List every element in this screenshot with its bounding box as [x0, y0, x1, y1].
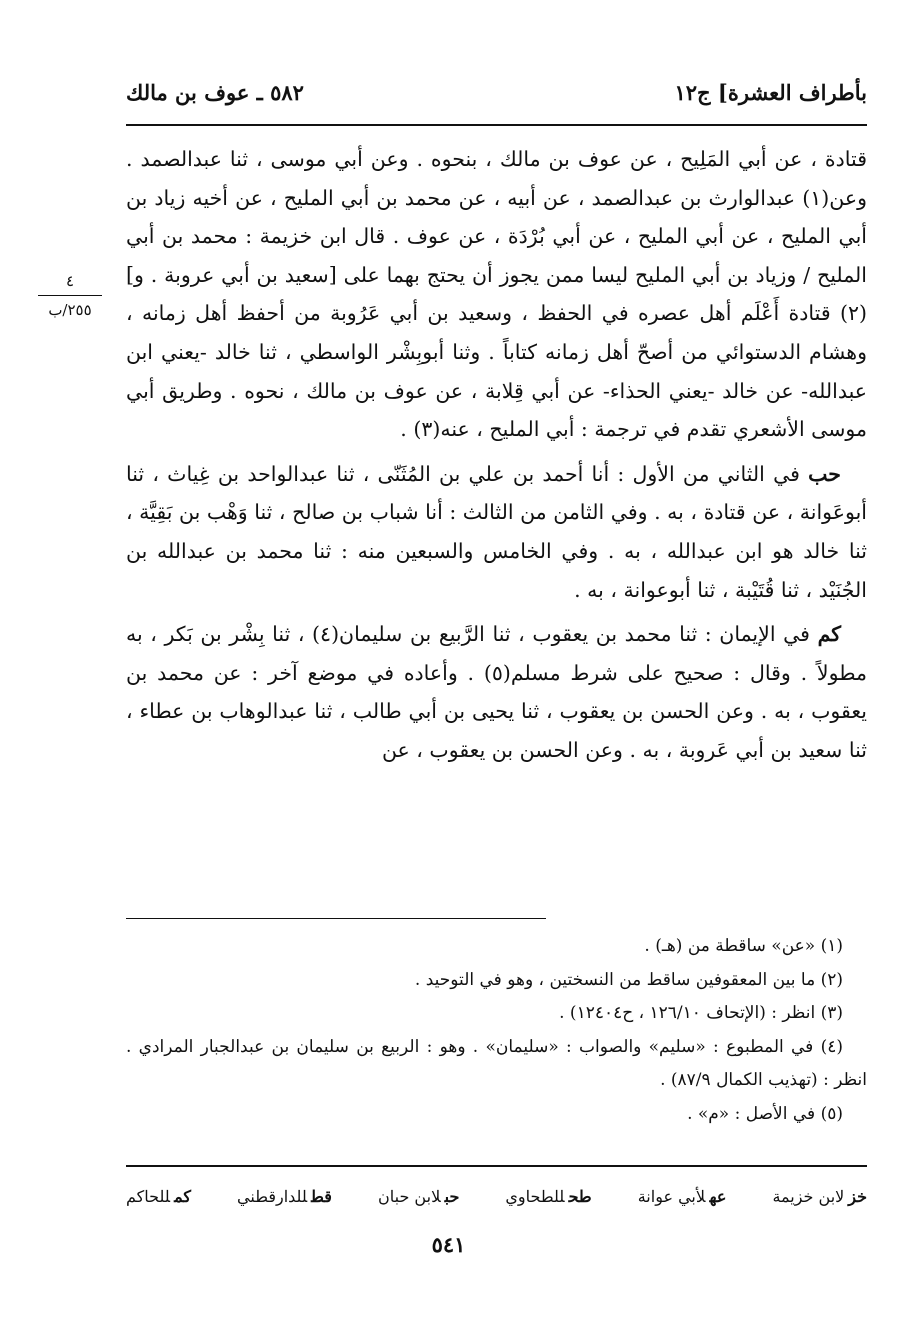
- main-text: [126, 140, 867, 770]
- footnote-3: (٣) انظر : (الإتحاف ١٢٦/١٠ ، ح١٢٤٠٤) .: [559, 1003, 843, 1023]
- paragraph-3: [126, 615, 867, 769]
- footnote-rule: [126, 918, 546, 919]
- margin-note: [26, 270, 114, 321]
- margin-note-number: ٤: [65, 272, 75, 290]
- sigla-key: [126, 1176, 867, 1216]
- key-item: عهلأبي عوانة: [637, 1186, 727, 1206]
- siglum-hb: حب: [808, 461, 841, 486]
- paragraph-3-text: في الإيمان : ثنا محمد بن يعقوب ، ثنا الرَّبيع بن سليمان(٤) ، ثنا بِشْر بن بَكر ، به مطولاً . وقال : صحيح على شرط مسلم(٥) . وأعاده في موضع آخر : عن محمد بن يعقوب ، به . وعن الحسن بن يعقوب ، ثنا يحيى بن أبي طالب ، ثنا عبدالوهاب بن عطاء ، ثنا سعيد بن أبي عَروبة ، به . وعن الحسن بن يعقوب ، عن: [126, 622, 867, 762]
- siglum-km: كم: [817, 622, 841, 647]
- margin-note-folio: ٢٥٥/ب: [48, 301, 92, 319]
- paragraph-2-text: في الثاني من الأول : أنا أحمد بن علي بن المُثَنّى ، ثنا عبدالواحد بن غِياث ، ثنا أبوعَوانة ، عن قتادة ، به . وفي الثامن من الثالث : أنا شباب بن صالح ، ثنا وَهْب بن بَقِيَّة ، ثنا خالد هو ابن عبدالله ، به . وفي الخامس والسبعين منه : ثنا محمد بن عبدالله بن الجُنَيْد ، ثنا قُتَيْبة ، ثنا أبوعوانة ، به .: [126, 461, 867, 602]
- footnote-2: (٢) ما بين المعقوفين ساقط من النسختين ، وهو في التوحيد .: [414, 969, 843, 990]
- paragraph-2: [126, 455, 867, 609]
- key-rule: [126, 1165, 867, 1167]
- page-number: ٥٤١: [431, 1232, 466, 1257]
- header-book-title: بأطراف العشرة] ج١٢: [674, 79, 867, 105]
- running-header: [126, 70, 867, 114]
- footnote-5: (٥) في الأصل : «م» .: [687, 1103, 843, 1124]
- margin-note-divider: [38, 295, 102, 296]
- paragraph-1: قتادة ، عن أبي المَلِيح ، عن عوف بن مالك ، بنحوه . وعن أبي موسى ، ثنا عبدالصمد . وعن(١) عبدالوارث بن عبدالصمد ، عن أبيه ، عن محمد بن أبي المليح ، عن أخيه زياد بن أبي المليح ، عن أبي المليح ، عن أبي بُرْدَة ، عن عوف . قال ابن خزيمة : محمد بن أبي المليح / وزياد بن أبي المليح ليسا ممن يجوز أن يحتج بهما على [سعيد بن أبي عروبة . و](٢) قتادة أَعْلَم أهل عصره في الحفظ ، وسعيد بن أبي عَرُوبة من أحفظ أهل زمانه ، وهشام الدستوائي من أصحّ أهل زمانه كتاباً . وثنا أبوبِشْر الواسطي ، ثنا خالد -يعني ابن عبدالله- عن خالد -يعني الحذاء- عن أبي قِلابة ، عن عوف بن مالك ، نحوه . وطريق أبي موسى الأشعري تقدم في ترجمة : أبي المليح ، عنه(٣) .: [126, 147, 867, 442]
- key-item: كمللحاكم: [126, 1186, 191, 1206]
- footnote-1: (١) «عن» ساقطة من (هـ) .: [644, 936, 843, 956]
- header-entry-title: ٥٨٢ ـ عوف بن مالك: [126, 79, 304, 105]
- key-item: طحللطحاوي: [505, 1186, 592, 1206]
- footnotes: [126, 930, 867, 1131]
- key-item: قطللدارقطني: [237, 1186, 332, 1206]
- key-item: حبلابن حبان: [378, 1186, 460, 1206]
- footnote-4: (٤) في المطبوع : «سليم» والصواب : «سليمان» . وهو : الربيع بن سليمان بن عبدالجبار المرادي . انظر : (تهذيب الكمال ٨٧/٩) .: [126, 1036, 867, 1090]
- header-rule: [126, 124, 867, 126]
- key-item: خزلابن خزيمة: [772, 1186, 867, 1206]
